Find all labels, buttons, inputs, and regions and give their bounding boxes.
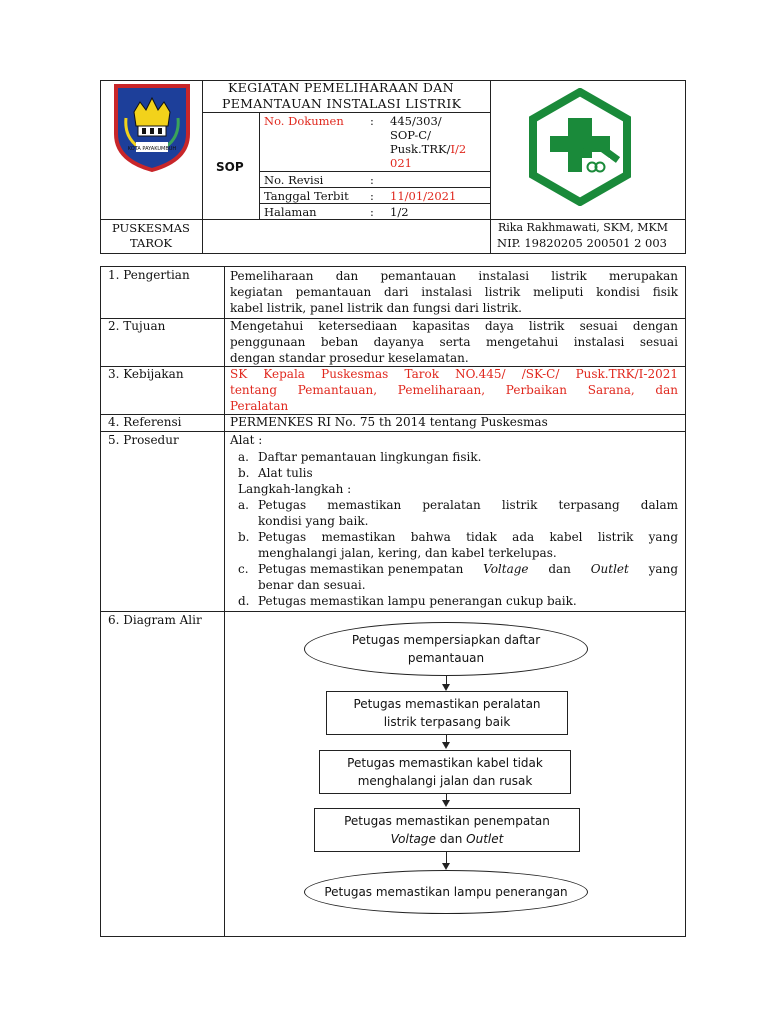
section-label-prosedur: 5. Prosedur bbox=[108, 433, 179, 447]
puskesmas-logo bbox=[528, 88, 632, 206]
tujuan-line-1: Mengetahui ketersediaan kapasitas daya listrik sesuai dengan bbox=[230, 319, 678, 333]
page-colon: : bbox=[370, 205, 374, 219]
langkah-marker-d: d. bbox=[238, 594, 250, 608]
section-label-kebijakan: 3. Kebijakan bbox=[108, 367, 184, 381]
flow-step-5-text: Petugas memastikan lampu penerangan bbox=[324, 885, 568, 899]
referensi-text: PERMENKES RI No. 75 th 2014 tentang Puskesmas bbox=[230, 415, 548, 429]
doc-number-line-4: 021 bbox=[390, 156, 412, 170]
flow-step-4 bbox=[314, 808, 580, 852]
doc-number-colon: : bbox=[370, 114, 374, 128]
langkah-title: Langkah-langkah : bbox=[238, 482, 352, 496]
logo-lettering: KOTA PAYAKUMBUH bbox=[127, 146, 177, 152]
tujuan-line-2: penggunaan beban dayanya serta mengetahui instalasi sesuai bbox=[230, 335, 678, 349]
kebijakan-line-2: tentang Pemantauan, Pemeliharaan, Perbaikan Sarana, dan bbox=[230, 383, 678, 397]
kebijakan-line-3: Peralatan bbox=[230, 399, 289, 413]
org-name-line-1: PUSKESMAS bbox=[112, 221, 190, 235]
langkah-d-text: Petugas memastikan lampu penerangan cukup baik. bbox=[258, 594, 577, 608]
flow-step-1-line-2: pemantauan bbox=[407, 651, 485, 665]
langkah-marker-a: a. bbox=[238, 498, 249, 512]
doc-number-line-3: Pusk.TRK/I/2 bbox=[390, 142, 467, 156]
flow-step-4-line-1: Petugas memastikan penempatan bbox=[344, 814, 550, 828]
section-label-tujuan: 2. Tujuan bbox=[108, 319, 166, 333]
pengertian-line-1: Pemeliharaan dan pemantauan instalasi listrik merupakan bbox=[230, 269, 678, 283]
section-label-pengertian: 1. Pengertian bbox=[108, 268, 190, 282]
issue-date-label: Tanggal Terbit bbox=[264, 189, 349, 203]
flow-step-2 bbox=[326, 691, 568, 735]
flow-arrow-3 bbox=[442, 800, 450, 807]
alat-item-b: Alat tulis bbox=[258, 466, 313, 480]
flow-step-2-line-1: Petugas memastikan peralatan bbox=[353, 697, 541, 711]
title-line-2: PEMANTAUAN INSTALASI LISTRIK bbox=[222, 96, 462, 111]
flow-step-1-line-1: Petugas mempersiapkan daftar bbox=[351, 633, 541, 647]
flow-step-3-line-1: Petugas memastikan kabel tidak bbox=[347, 756, 543, 770]
page-label: Halaman bbox=[264, 205, 317, 219]
langkah-b-line-1: Petugas memastikan bahwa tidak ada kabel listrik yang bbox=[258, 530, 678, 544]
city-logo bbox=[110, 82, 194, 172]
langkah-marker-b: b. bbox=[238, 530, 250, 544]
doc-number-label: No. Dokumen bbox=[264, 114, 344, 128]
langkah-c-line-2: benar dan sesuai. bbox=[258, 578, 366, 592]
doc-number-line-1: 445/303/ bbox=[390, 114, 442, 128]
signer-nip: NIP. 19820205 200501 2 003 bbox=[497, 236, 667, 250]
issue-date-colon: : bbox=[370, 189, 374, 203]
alat-item-a: Daftar pemantauan lingkungan fisik. bbox=[258, 450, 482, 464]
flow-arrow-1 bbox=[442, 684, 450, 691]
section-label-referensi: 4. Referensi bbox=[108, 415, 182, 429]
alat-marker-b: b. bbox=[238, 466, 250, 480]
signer-name: Rika Rakhmawati, SKM, MKM bbox=[498, 221, 669, 234]
page-value: 1/2 bbox=[390, 205, 409, 219]
org-name-line-2: TAROK bbox=[130, 236, 173, 250]
flow-step-5-end bbox=[304, 870, 588, 914]
sop-label: SOP bbox=[216, 160, 244, 174]
flow-step-4-line-2: Voltage dan Outlet bbox=[390, 832, 504, 846]
langkah-c-line-1: Petugas memastikan penempatan Voltage dan Outlet yang bbox=[258, 562, 678, 576]
revision-colon: : bbox=[370, 173, 374, 187]
issue-date-value: 11/01/2021 bbox=[390, 189, 457, 203]
flow-arrow-2 bbox=[442, 742, 450, 749]
title-line-1: KEGIATAN PEMELIHARAAN DAN bbox=[228, 80, 454, 95]
pengertian-line-3: kabel listrik, panel listrik dan fungsi dari listrik. bbox=[230, 301, 522, 315]
kebijakan-line-1: SK Kepala Puskesmas Tarok NO.445/ /SK-C/ Pusk.TRK/I-2021 bbox=[230, 367, 678, 381]
section-label-diagram: 6. Diagram Alir bbox=[108, 613, 202, 627]
langkah-marker-c: c. bbox=[238, 562, 249, 576]
flow-arrow-4 bbox=[442, 863, 450, 870]
langkah-b-line-2: menghalangi jalan, kering, dan kabel terkelupas. bbox=[258, 546, 557, 560]
langkah-a-line-2: kondisi yang baik. bbox=[258, 514, 369, 528]
pengertian-line-2: kegiatan pemantauan dari instalasi listrik meliputi kondisi fisik bbox=[230, 285, 678, 299]
tujuan-line-3: dengan standar prosedur keselamatan. bbox=[230, 351, 469, 365]
flow-step-2-line-2: listrik terpasang baik bbox=[383, 715, 511, 729]
flow-step-1-start bbox=[304, 622, 588, 676]
alat-title: Alat : bbox=[230, 433, 263, 447]
flow-step-3-line-2: menghalangi jalan dan rusak bbox=[357, 774, 533, 788]
doc-number-line-2: SOP-C/ bbox=[390, 128, 431, 142]
langkah-a-line-1: Petugas memastikan peralatan listrik terpasang dalam bbox=[258, 498, 678, 512]
flow-step-3 bbox=[319, 750, 571, 794]
alat-marker-a: a. bbox=[238, 450, 249, 464]
revision-label: No. Revisi bbox=[264, 173, 324, 187]
